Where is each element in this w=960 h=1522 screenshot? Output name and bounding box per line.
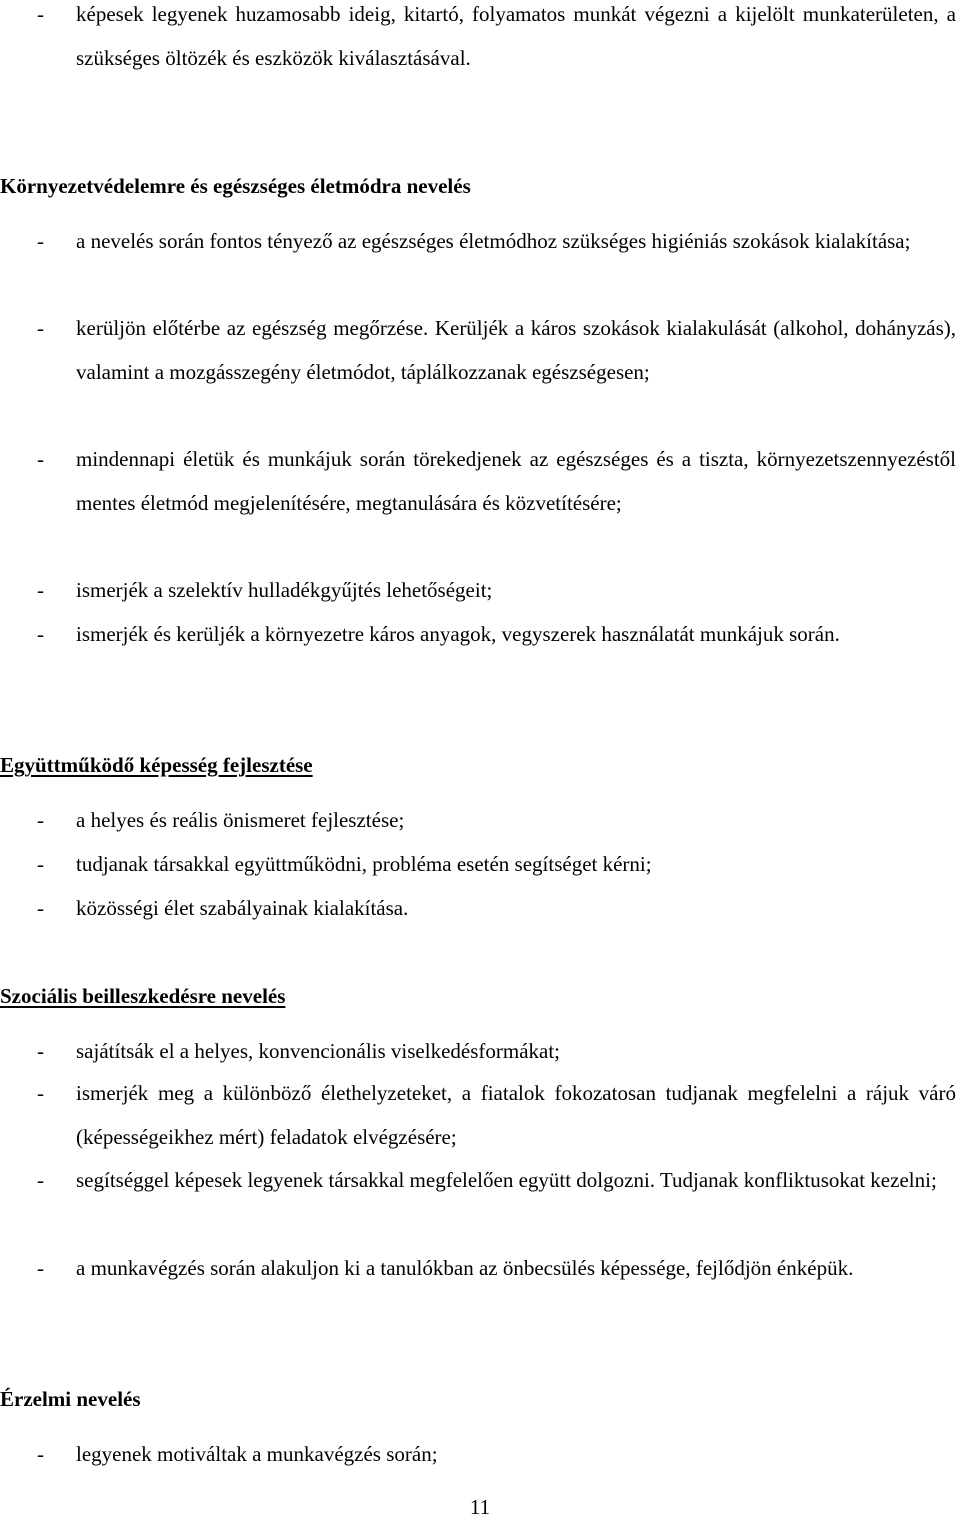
list-item [0,1071,960,1159]
list-dash: - [37,578,44,602]
list-item-text: a munkavégzés során alakuljon ki a tanulókban az önbecsülés képessége, fejlődjön énképük. [76,1256,854,1280]
list-item [0,306,960,394]
list-dash: - [37,447,44,471]
page-number: 11 [469,1495,491,1519]
list-dash: - [37,229,44,253]
list-dash: - [37,852,44,876]
list-item-text: mindennapi életük és munkájuk során törekedjenek az egészséges és a tiszta, környezetszennyezéstől mentes életmód megjelenítésére, megtanulására és közvetítésére; [76,447,956,515]
list-dash: - [37,1081,44,1105]
list-item [0,886,960,930]
list-item [0,1029,960,1073]
list-dash: - [37,808,44,832]
section-heading: Együttműködő képesség fejlesztése [0,753,313,777]
list-item [0,0,960,80]
list-item-text: kerüljön előtérbe az egészség megőrzése. Kerüljék a káros szokások kialakulását (alkohol, dohányzás), valamint a mozgásszegény életmódot, táplálkozzanak egészségesen; [76,316,956,384]
list-item [0,1432,960,1476]
list-item [0,437,960,525]
list-item [0,1246,960,1290]
list-item-text: tudjanak társakkal együttműködni, probléma esetén segítséget kérni; [76,852,652,876]
list-item [0,798,960,842]
list-item [0,842,960,886]
list-item [0,219,960,263]
list-item [0,1158,960,1202]
list-dash: - [37,896,44,920]
section-heading: Szociális beilleszkedésre nevelés [0,984,286,1008]
list-item-text: a helyes és reális önismeret fejlesztése; [76,808,405,832]
list-item-text: a nevelés során fontos tényező az egészséges életmódhoz szükséges higiéniás szokások kialakítása; [76,229,911,253]
list-dash: - [37,2,44,26]
list-item [0,568,960,612]
list-dash: - [37,1256,44,1280]
list-item-text: közösségi élet szabályainak kialakítása. [76,896,409,920]
list-item-text: segítséggel képesek legyenek társakkal megfelelően együtt dolgozni. Tudjanak konfliktusokat kezelni; [76,1168,937,1192]
list-dash: - [37,622,44,646]
list-dash: - [37,316,44,340]
list-dash: - [37,1168,44,1192]
list-item-text: ismerjék és kerüljék a környezetre káros anyagok, vegyszerek használatát munkájuk során. [76,622,840,646]
list-dash: - [37,1442,44,1466]
list-dash: - [37,1039,44,1063]
section-heading: Környezetvédelemre és egészséges életmódra nevelés [0,174,471,198]
list-item-text: sajátítsák el a helyes, konvencionális viselkedésformákat; [76,1039,561,1063]
list-item-text: ismerjék a szelektív hulladékgyűjtés lehetőségeit; [76,578,493,602]
section-heading: Érzelmi nevelés [0,1387,141,1411]
list-item-text: képesek legyenek huzamosabb ideig, kitartó, folyamatos munkát végezni a kijelölt munkaterületen, a szükséges öltözék és eszközök kiválasztásával. [76,2,956,70]
list-item-text: ismerjék meg a különböző élethelyzeteket, a fiatalok fokozatosan tudjanak megfelelni a rájuk váró (képességeikhez mért) feladatok elvégzésére; [76,1081,956,1149]
list-item-text: legyenek motiváltak a munkavégzés során; [76,1442,438,1466]
list-item [0,612,960,656]
